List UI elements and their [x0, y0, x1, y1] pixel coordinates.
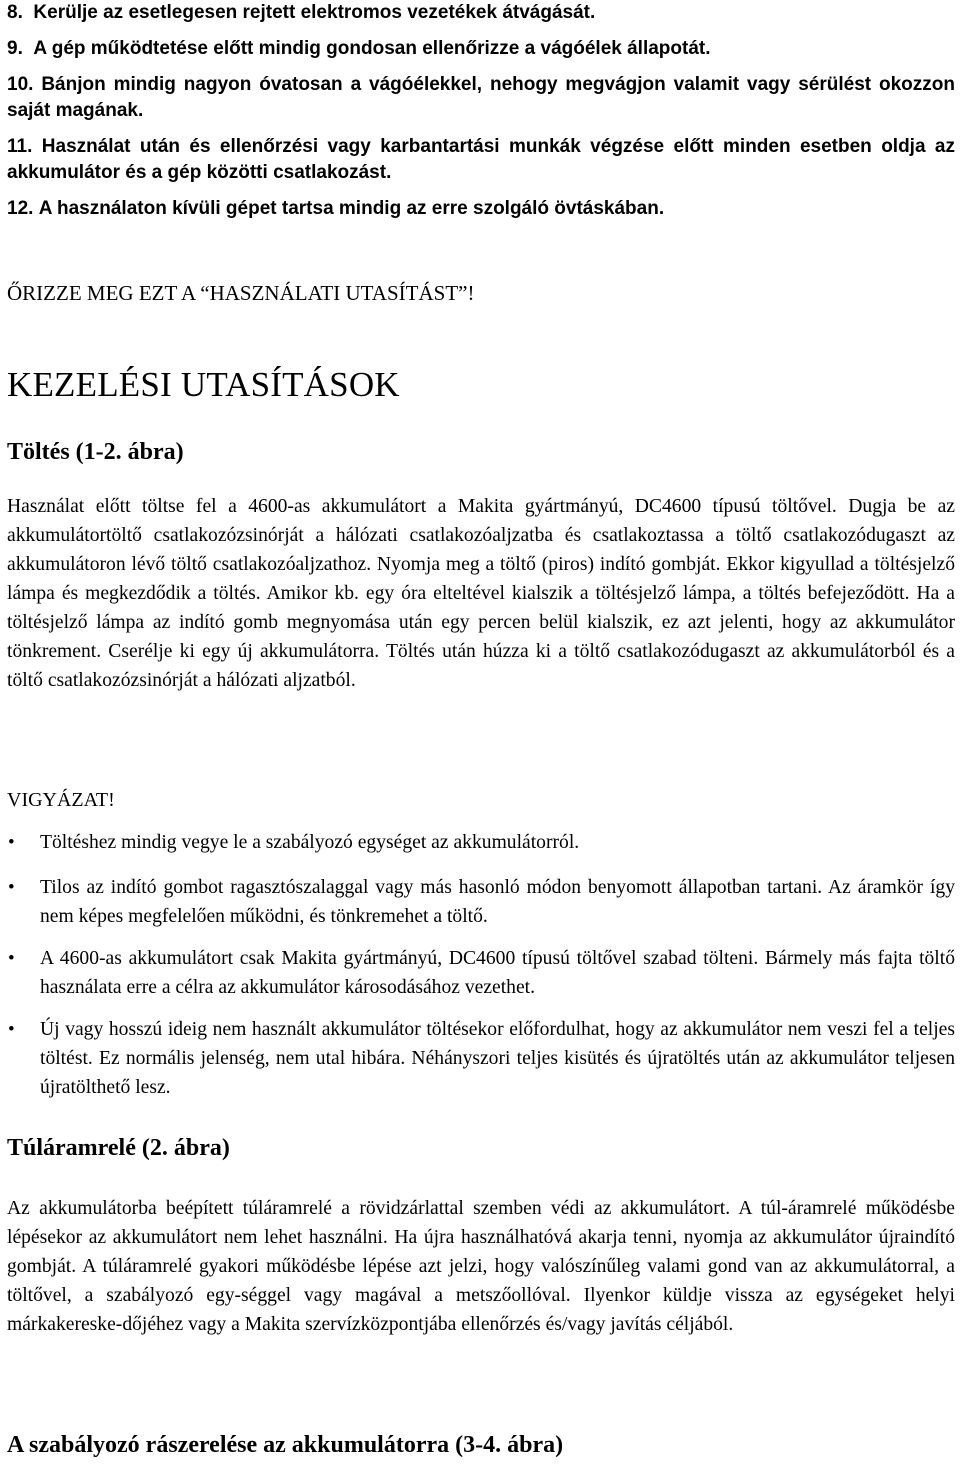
bullet-dot-icon: • — [8, 1019, 15, 1040]
item-number: 9. — [7, 38, 23, 59]
bullet-text: A 4600-as akkumulátort csak Makita gyártmányú, DC4600 típusú töltővel szabad tölteni. Bármely más fajta töltő használata erre a célra az akkumulátor károsodásához vezethet. — [40, 948, 955, 998]
item-text: Használat után és ellenőrzési vagy karbantartási munkák végzése előtt minden esetben oldja az akkumulátor és a gép közötti csatlakozást. — [7, 136, 955, 183]
charging-heading-suffix: ábra) — [127, 439, 184, 465]
charging-heading-prefix: Töltés (1-2. — [7, 439, 128, 465]
bullet-item — [7, 1015, 955, 1102]
item-number: 11. — [7, 136, 33, 157]
list-item — [7, 134, 955, 186]
bullet-dot-icon: • — [8, 948, 15, 969]
item-text: A gép működtetése előtt mindig gondosan ellenőrizze a vágóélek állapotát. — [33, 38, 711, 59]
bullet-dot-icon: • — [8, 877, 15, 898]
item-text: Bánjon mindig nagyon óvatosan a vágóélekkel, nehogy megvágjon valamit vagy sérülést okozzon saját magának. — [7, 74, 955, 121]
bullet-text: Tilos az indító gombot ragasztószalaggal vagy más hasonló módon benyomott állapotban tartani. Az áramkör így nem képes megfelelően működni, és tönkremehet a töltő. — [40, 877, 955, 927]
bullet-text: Új vagy hosszú ideig nem használt akkumulátor töltésekor előfordulhat, hogy az akkumulátor nem veszi fel a teljes töltést. Ez normális jelenség, nem utal hibára. Néhányszori teljes kisütés és újratöltés után az akkumulátor teljesen újratölthető lesz. — [40, 1019, 955, 1098]
item-number: 8. — [7, 2, 23, 23]
item-number: 12. — [7, 198, 34, 219]
bullet-item — [7, 873, 955, 931]
list-item — [7, 0, 955, 26]
bullet-dot-icon: • — [8, 832, 15, 853]
caution-bullet-list — [7, 828, 955, 1115]
item-number: 10. — [7, 74, 34, 95]
list-item — [7, 196, 955, 222]
bullet-item — [7, 944, 955, 1002]
bullet-text: Töltéshez mindig vegye le a szabályozó egységet az akkumulátorról. — [40, 832, 580, 853]
list-item — [7, 36, 955, 62]
list-item — [7, 72, 955, 124]
item-text: Kerülje az esetlegesen rejtett elektromos vezetékek átvágását. — [33, 2, 596, 23]
charging-heading — [7, 437, 184, 467]
keep-manual-notice: ŐRIZZE MEG EZT A “HASZNÁLATI UTASÍTÁST”! — [7, 281, 475, 305]
item-text: A használaton kívüli gépet tartsa mindig az erre szolgáló övtáskában. — [38, 198, 665, 219]
overload-heading: Túláramrelé (2. ábra) — [7, 1135, 230, 1161]
regulator-heading: A szabályozó rászerelése az akkumulátorra (3-4. ábra) — [7, 1432, 564, 1458]
bullet-item — [7, 828, 955, 857]
section-title: KEZELÉSI UTASÍTÁSOK — [7, 365, 400, 404]
overload-paragraph: Az akkumulátorba beépített túláramrelé a rövidzárlattal szemben védi az akkumulátort. A túl-áramrelé működésbe lépésekor az akkumulátort nem lehet használni. Ha újra használhatóvá akarja tenni, nyomja az akkumulátor újraindító gombját. A túláramrelé gyakori működésbe lépése azt jelzi, hogy valószínűleg valami gond van az akkumulátorral, a töltővel, a szabályozó egy-séggel vagy magával a metszőollóval. Ilyenkor küldje vissza az egységeket helyi márkakereske-dőjéhez vagy a Makita szervízközpontjába ellenőrzés és/vagy javítás céljából. — [7, 1198, 955, 1335]
safety-numbered-list — [7, 0, 955, 222]
caution-label: VIGYÁZAT! — [7, 789, 115, 811]
charging-paragraph: Használat előtt töltse fel a 4600-as akkumulátort a Makita gyártmányú, DC4600 típusú töltővel. Dugja be az akkumulátortöltő csatlakozózsinórját a hálózati csatlakozóaljzatba és csatlakoztassa a töltő csatlakozódugaszt az akkumulátoron lévő töltő csatlakozóaljzathoz. Nyomja meg a töltő (piros) indító gombját. Ekkor kigyullad a töltésjelző lámpa és megkezdődik a töltés. Amikor kb. egy óra elteltével kialszik a töltésjelző lámpa, a töltés befejeződött. Ha a töltésjelző lámpa az indító gomb megnyomása után egy percen belül kialszik, ez azt jelenti, hogy az akkumulátor tönkrement. Cserélje ki egy új akkumulátorra. Töltés után húzza ki a töltő csatlakozódugaszt az akkumulátorból és a töltő csatlakozózsinórját a hálózati aljzatból. — [7, 496, 955, 691]
